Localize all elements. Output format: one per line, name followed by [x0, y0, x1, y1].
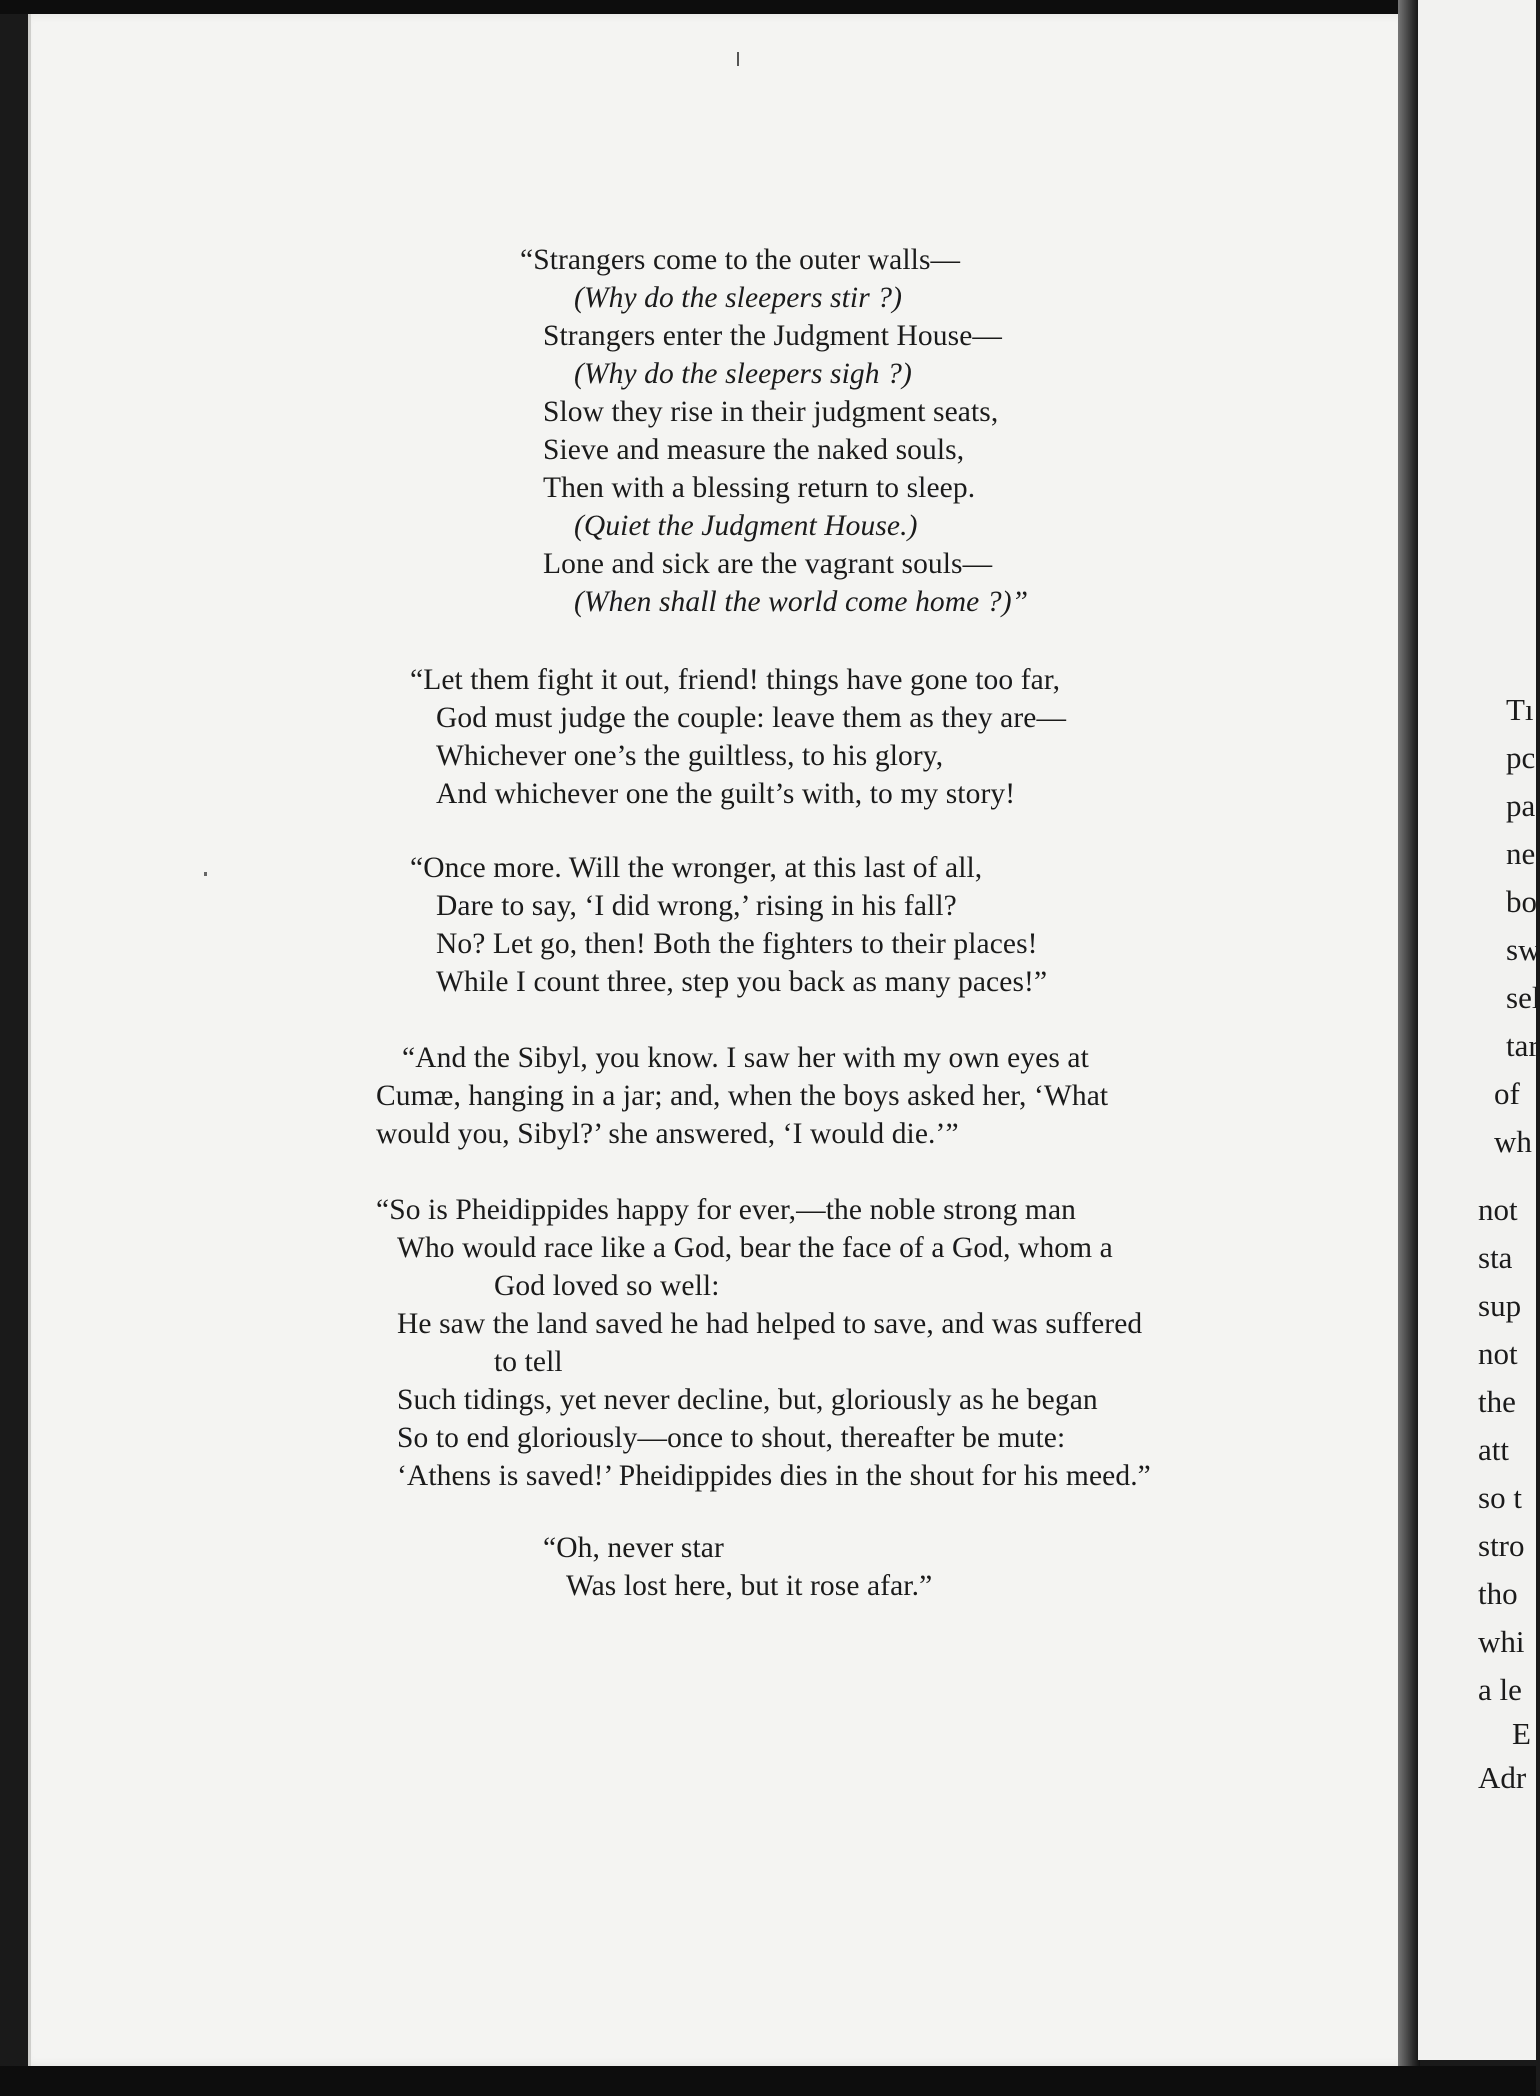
stanza-line: Was lost here, but it rose afar.”: [566, 1570, 933, 1602]
stanza-line: While I count three, step you back as many paces!”: [436, 966, 1048, 998]
poem-line: Slow they rise in their judgment seats,: [543, 396, 999, 428]
stanza-line: to tell: [494, 1346, 563, 1378]
fragment-line: sw: [1506, 932, 1540, 967]
poem-line: Strangers enter the Judgment House—: [543, 320, 1003, 352]
stanza-line: And whichever one the guilt’s with, to my story!: [436, 778, 1016, 810]
fragment-line: a le: [1478, 1672, 1522, 1707]
poem-line: Sieve and measure the naked souls,: [543, 434, 965, 466]
fragment-line: bo: [1506, 884, 1537, 919]
poem-line: “Strangers come to the outer walls—: [520, 244, 961, 276]
fragment-line: Tı: [1506, 692, 1534, 727]
fragment-line: the: [1478, 1384, 1516, 1419]
prose-line: would you, Sibyl?’ she answered, ‘I would die.’”: [376, 1118, 959, 1150]
stanza-line: Who would race like a God, bear the face of a God, whom a: [397, 1232, 1113, 1264]
stray-mark: [204, 872, 207, 876]
fragment-line: whi: [1478, 1624, 1525, 1659]
poem-line: (Why do the sleepers sigh ?): [574, 358, 912, 390]
poem-line: Lone and sick are the vagrant souls—: [543, 548, 993, 580]
prose-line: “And the Sibyl, you know. I saw her with my own eyes at: [402, 1042, 1089, 1074]
fragment-line: ne: [1506, 836, 1536, 871]
poem-line: (When shall the world come home ?)”: [574, 586, 1029, 618]
fragment-line: tar: [1506, 1028, 1539, 1063]
fragment-line: tho: [1478, 1576, 1518, 1611]
stanza-line: “Oh, never star: [543, 1532, 724, 1564]
fragment-line: pc: [1506, 740, 1536, 775]
fragment-line: sel: [1506, 980, 1540, 1015]
stanza-line: Dare to say, ‘I did wrong,’ rising in his fall?: [436, 890, 957, 922]
fragment-line: E: [1512, 1716, 1531, 1751]
stanza-line: “Once more. Will the wronger, at this last of all,: [410, 852, 983, 884]
poem-line: Then with a blessing return to sleep.: [543, 472, 976, 504]
fragment-line: so t: [1478, 1480, 1522, 1515]
fragment-line: Adr: [1478, 1760, 1527, 1795]
stanza-line: ‘Athens is saved!’ Pheidippides dies in the shout for his meed.”: [397, 1460, 1151, 1492]
fragment-line: stro: [1478, 1528, 1525, 1563]
stanza-line: God must judge the couple: leave them as they are—: [436, 702, 1067, 734]
fragment-line: sta: [1478, 1240, 1513, 1275]
fragment-line: of: [1494, 1076, 1520, 1111]
bottom-scan-border: [0, 2066, 1536, 2096]
prose-line: Cumæ, hanging in a jar; and, when the boys asked her, ‘What: [376, 1080, 1109, 1112]
stanza-line: Such tidings, yet never decline, but, gloriously as he began: [397, 1384, 1098, 1416]
book-gutter: [1398, 0, 1420, 2096]
stanza-line: So to end gloriously—once to shout, thereafter be mute:: [397, 1422, 1066, 1454]
fragment-line: not: [1478, 1192, 1518, 1227]
folio-mark: [737, 52, 739, 66]
stanza-line: “Let them fight it out, friend! things have gone too far,: [410, 664, 1061, 696]
stanza-line: He saw the land saved he had helped to save, and was suffered: [397, 1308, 1143, 1340]
poem-line: (Quiet the Judgment House.): [574, 510, 918, 542]
fragment-line: pa: [1506, 788, 1536, 823]
stanza-line: God loved so well:: [494, 1270, 720, 1302]
stanza-line: No? Let go, then! Both the fighters to their places!: [436, 928, 1038, 960]
fragment-line: not: [1478, 1336, 1518, 1371]
stanza-line: Whichever one’s the guiltless, to his glory,: [436, 740, 944, 772]
fragment-line: sup: [1478, 1288, 1522, 1323]
fragment-line: att: [1478, 1432, 1509, 1467]
poem-line: (Why do the sleepers stir ?): [574, 282, 903, 314]
fragment-line: wh: [1494, 1124, 1532, 1159]
stanza-line: “So is Pheidippides happy for ever,—the noble strong man: [376, 1194, 1077, 1226]
top-scan-border: [0, 0, 1536, 14]
